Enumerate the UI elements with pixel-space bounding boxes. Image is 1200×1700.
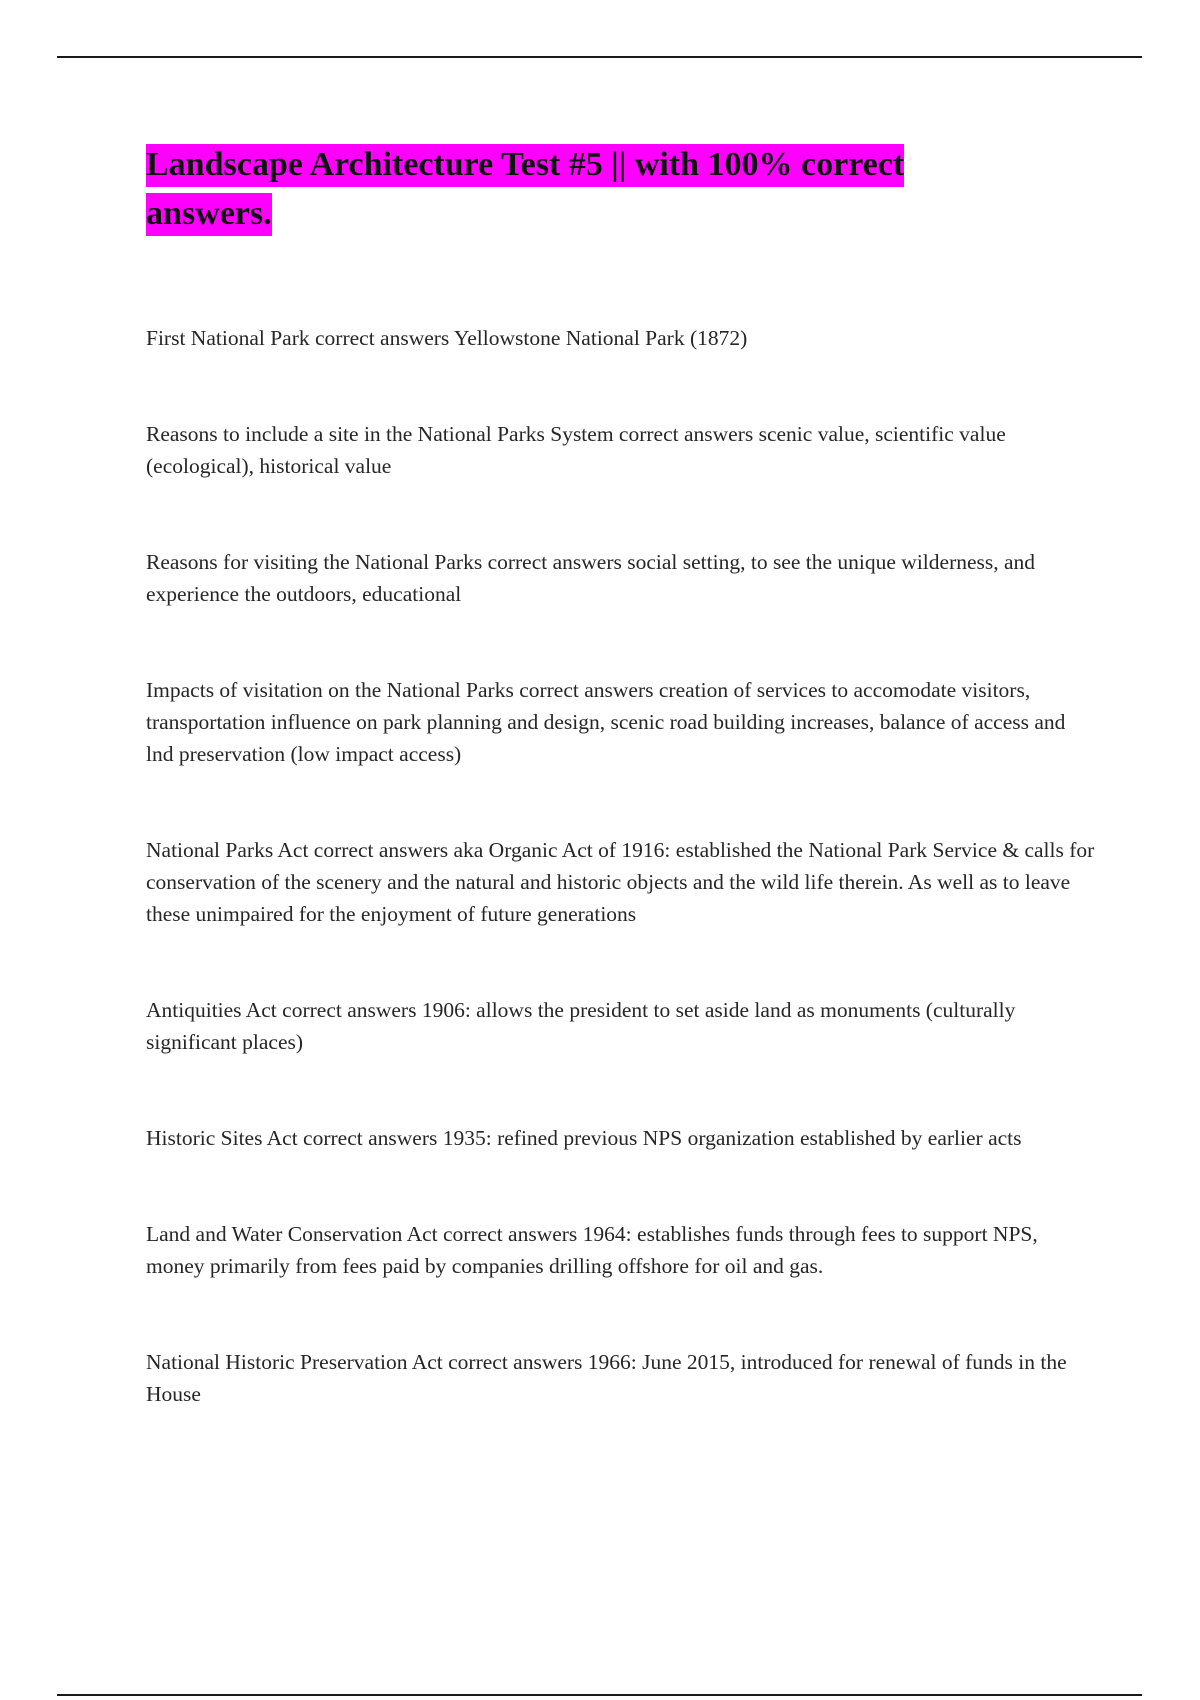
qa-item-national-historic-preservation-act: National Historic Preservation Act correct answers 1966: June 2015, introduced for renewal of funds in the House <box>146 1350 1067 1406</box>
document-body <box>146 140 1096 1410</box>
document-title-text: Landscape Architecture Test #5 || with 100% correct answers. <box>146 144 904 236</box>
qa-item-land-water-conservation-act: Land and Water Conservation Act correct answers 1964: establishes funds through fees to support NPS, money primarily from fees paid by companies drilling offshore for oil and gas. <box>146 1222 1038 1278</box>
qa-item-impacts-visitation: Impacts of visitation on the National Parks correct answers creation of services to accomodate visitors, transportation influence on park planning and design, scenic road building increases, balance of access and lnd preservation (low impact access) <box>146 678 1066 766</box>
document-title <box>146 140 976 238</box>
qa-item-national-parks-act: National Parks Act correct answers aka Organic Act of 1916: established the National Park Service & calls for conservation of the scenery and the natural and historic objects and the wild life therein. As well as to leave these unimpaired for the enjoyment of future generations <box>146 838 1095 926</box>
qa-item-reasons-visiting: Reasons for visiting the National Parks correct answers social setting, to see the unique wilderness, and experience the outdoors, educational <box>146 550 1036 606</box>
qa-list <box>146 322 1096 1410</box>
qa-item-historic-sites-act: Historic Sites Act correct answers 1935: refined previous NPS organization established by earlier acts <box>146 1126 1022 1150</box>
qa-item-first-national-park: First National Park correct answers Yellowstone National Park (1872) <box>146 326 748 350</box>
header-rule <box>57 56 1142 58</box>
qa-item-reasons-include-site: Reasons to include a site in the National Parks System correct answers scenic value, scientific value (ecological), historical value <box>146 422 1006 478</box>
qa-item-antiquities-act: Antiquities Act correct answers 1906: allows the president to set aside land as monuments (culturally significant places) <box>146 998 1016 1054</box>
footer-rule <box>57 1694 1142 1696</box>
